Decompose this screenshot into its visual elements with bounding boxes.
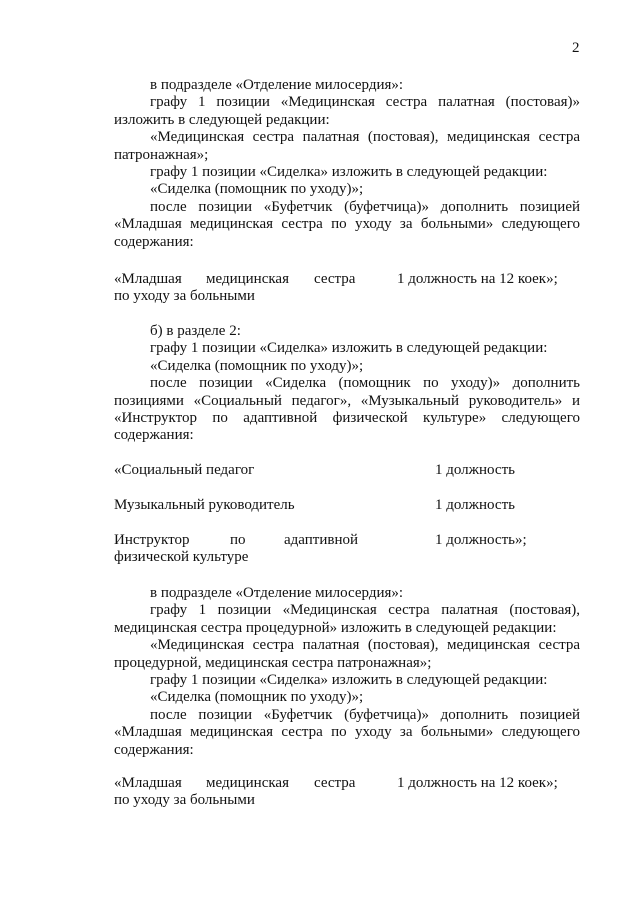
text-line: «Медицинская сестра палатная (постовая), медицинская сестра xyxy=(150,129,580,146)
position-word: «Младшая xyxy=(114,775,182,791)
text-line: позициями «Социальный педагог», «Музыкальный руководитель» и xyxy=(114,392,580,409)
text-line: после позиции «Буфетчик (буфетчица)» дополнить позицией xyxy=(150,198,580,215)
position-word: сестра xyxy=(314,271,356,287)
position-continuation: по уходу за больными xyxy=(114,288,255,304)
text-line: в подразделе «Отделение милосердия»: xyxy=(150,77,404,93)
position-word: медицинская xyxy=(206,271,289,287)
text-line: в подразделе «Отделение милосердия»: xyxy=(150,585,404,601)
text-line: содержания: xyxy=(114,233,194,250)
text-line: б) в разделе 2: xyxy=(150,323,241,339)
text-line: после позиции «Сиделка (помощник по уходу)» дополнить xyxy=(150,375,580,392)
page-number: 2 xyxy=(572,40,580,56)
text-line: «Сиделка (помощник по уходу)»; xyxy=(150,181,364,198)
position-word: по xyxy=(230,532,246,548)
text-line: содержания: xyxy=(114,741,194,758)
staff-count-value: 1 должность»; xyxy=(435,532,527,548)
position-name: Музыкальный руководитель xyxy=(114,497,295,513)
text-line: содержания: xyxy=(114,427,194,444)
text-line: графу 1 позиции «Сиделка» изложить в следующей редакции: xyxy=(150,163,548,180)
staff-count-value: 1 должность xyxy=(435,462,515,478)
staff-count-value: 1 должность на 12 коек»; xyxy=(397,271,558,287)
staff-count-value: 1 должность xyxy=(435,497,515,513)
position-word: Инструктор xyxy=(114,532,190,548)
paragraph-block-1 xyxy=(114,77,580,251)
paragraph-block-3 xyxy=(114,585,580,759)
text-line: «Младшая медицинская сестра по уходу за больными» следующего xyxy=(114,216,580,233)
text-line: графу 1 позиции «Сиделка» изложить в следующей редакции: xyxy=(150,671,548,688)
staff-count-value: 1 должность на 12 коек»; xyxy=(397,775,558,791)
paragraph-block-2 xyxy=(114,323,580,445)
position-word: «Младшая xyxy=(114,271,182,287)
position-name: «Социальный педагог xyxy=(114,462,255,478)
text-line: «Сиделка (помощник по уходу)»; xyxy=(150,357,364,374)
text-line: «Сиделка (помощник по уходу)»; xyxy=(150,689,364,706)
position-continuation: по уходу за больными xyxy=(114,792,255,808)
text-line: графу 1 позиции «Сиделка» изложить в следующей редакции: xyxy=(150,340,548,357)
text-line: графу 1 позиции «Медицинская сестра палатная (постовая), xyxy=(150,602,580,619)
position-word: сестра xyxy=(314,775,356,791)
text-line: изложить в следующей редакции: xyxy=(114,111,330,128)
text-line: «Медицинская сестра палатная (постовая), медицинская сестра xyxy=(150,637,580,654)
text-line: «Младшая медицинская сестра по уходу за больными» следующего xyxy=(114,724,580,741)
text-line: патронажная»; xyxy=(114,146,209,163)
text-line: медицинская сестра процедурной» изложить в следующей редакции: xyxy=(114,619,557,636)
text-line: графу 1 позиции «Медицинская сестра палатная (постовая)» xyxy=(150,94,580,111)
position-word: медицинская xyxy=(206,775,289,791)
position-word: адаптивной xyxy=(284,532,358,548)
position-continuation: физической культуре xyxy=(114,549,249,565)
text-line: «Инструктор по адаптивной физической культуре» следующего xyxy=(114,409,580,426)
text-line: после позиции «Буфетчик (буфетчица)» дополнить позицией xyxy=(150,706,580,723)
text-line: процедурной, медицинская сестра патронажная»; xyxy=(114,654,432,671)
